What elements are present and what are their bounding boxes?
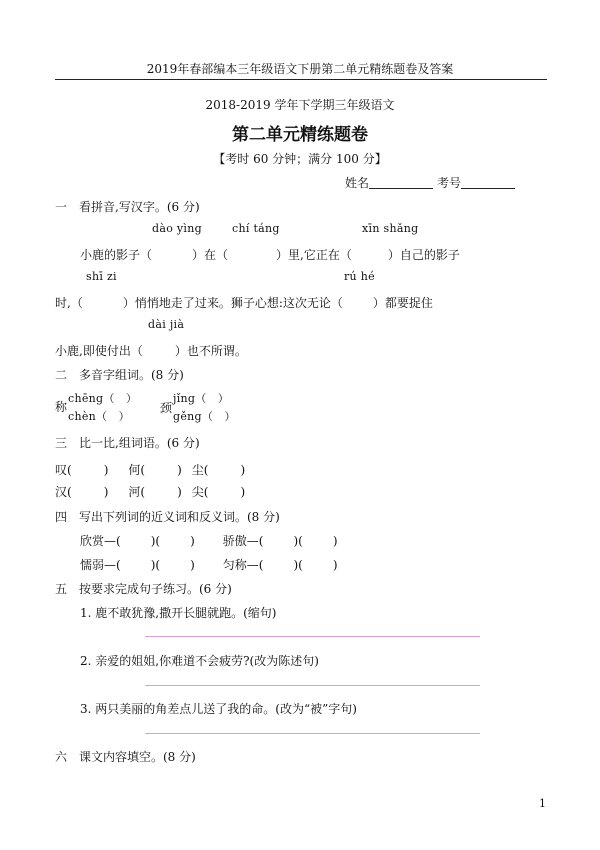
sentence-question: 2. 亲爱的姐姐,你难道不会疲劳?(改为陈述句) [80,654,319,668]
pinyin: rú hé [344,270,375,283]
answer-line[interactable] [145,733,480,734]
name-field[interactable] [369,176,433,189]
pinyin-blank[interactable]: chèn（ ） [68,410,130,423]
answer-line[interactable] [145,685,480,686]
polyphone-char: 颈 [160,401,173,415]
section-4-heading: 四 写出下列词的近义词和反义词。(8 分) [55,510,280,524]
compare-row: 叹( ) 何( ) 尘( ) [55,463,246,477]
s1-line-3: 小鹿,即使付出（ ）也不所谓。 [55,344,247,358]
pinyin-blank[interactable]: chēng（ ） [68,392,138,405]
page-title: 第二单元精练题卷 [232,125,368,145]
synonym-row: 懦弱—( )( ) 匀称—( )( ) [80,558,338,572]
page-number: 1 [539,797,546,810]
sentence-question: 1. 鹿不敢犹豫,撒开长腿就跑。(缩句) [80,606,277,620]
section-2-heading: 二 多音字组词。(8 分) [55,368,184,382]
pinyin: shī zi [86,270,117,283]
section-5-heading: 五 按要求完成句子练习。(6 分) [55,582,232,596]
section-3-heading: 三 比一比,组词语。(6 分) [55,436,200,450]
s1-line-2: 时,（ ）悄悄地走了过来。狮子心想:这次无论（ ）都要捉住 [55,296,433,310]
name-label: 姓名 [345,176,370,190]
subtitle: 2018-2019 学年下学期三年级语文 [205,98,395,112]
pinyin: dào yìng [152,222,202,235]
pinyin-blank[interactable]: jǐng（ ） [173,392,230,405]
id-label: 考号 [437,176,462,190]
answer-line[interactable] [145,636,480,637]
exam-info: 【考时 60 分钟；满分 100 分】 [213,152,387,166]
pinyin-blank[interactable]: gěng（ ） [173,410,236,423]
section-6-heading: 六 课文内容填空。(8 分) [55,750,196,764]
pinyin: dài jià [148,318,185,331]
compare-row: 汉( ) 河( ) 尖( ) [55,485,246,499]
pinyin: xīn shǎng [362,222,419,235]
header-rule [55,79,547,80]
pinyin: chí táng [232,222,280,235]
id-field[interactable] [461,176,515,189]
section-1-heading: 一 看拼音,写汉字。(6 分) [55,200,200,214]
synonym-row: 欣赏—( )( ) 骄傲—( )( ) [80,534,338,548]
polyphone-char: 称 [55,400,68,414]
running-header: 2019年春部编本三年级语文下册第二单元精练题卷及答案 [146,62,454,76]
sentence-question: 3. 两只美丽的角差点儿送了我的命。(改为“被”字句) [80,702,357,716]
name-id-row [345,174,515,191]
s1-line-1: 小鹿的影子（ ）在（ ）里,它正在（ ）自己的影子 [80,248,460,262]
